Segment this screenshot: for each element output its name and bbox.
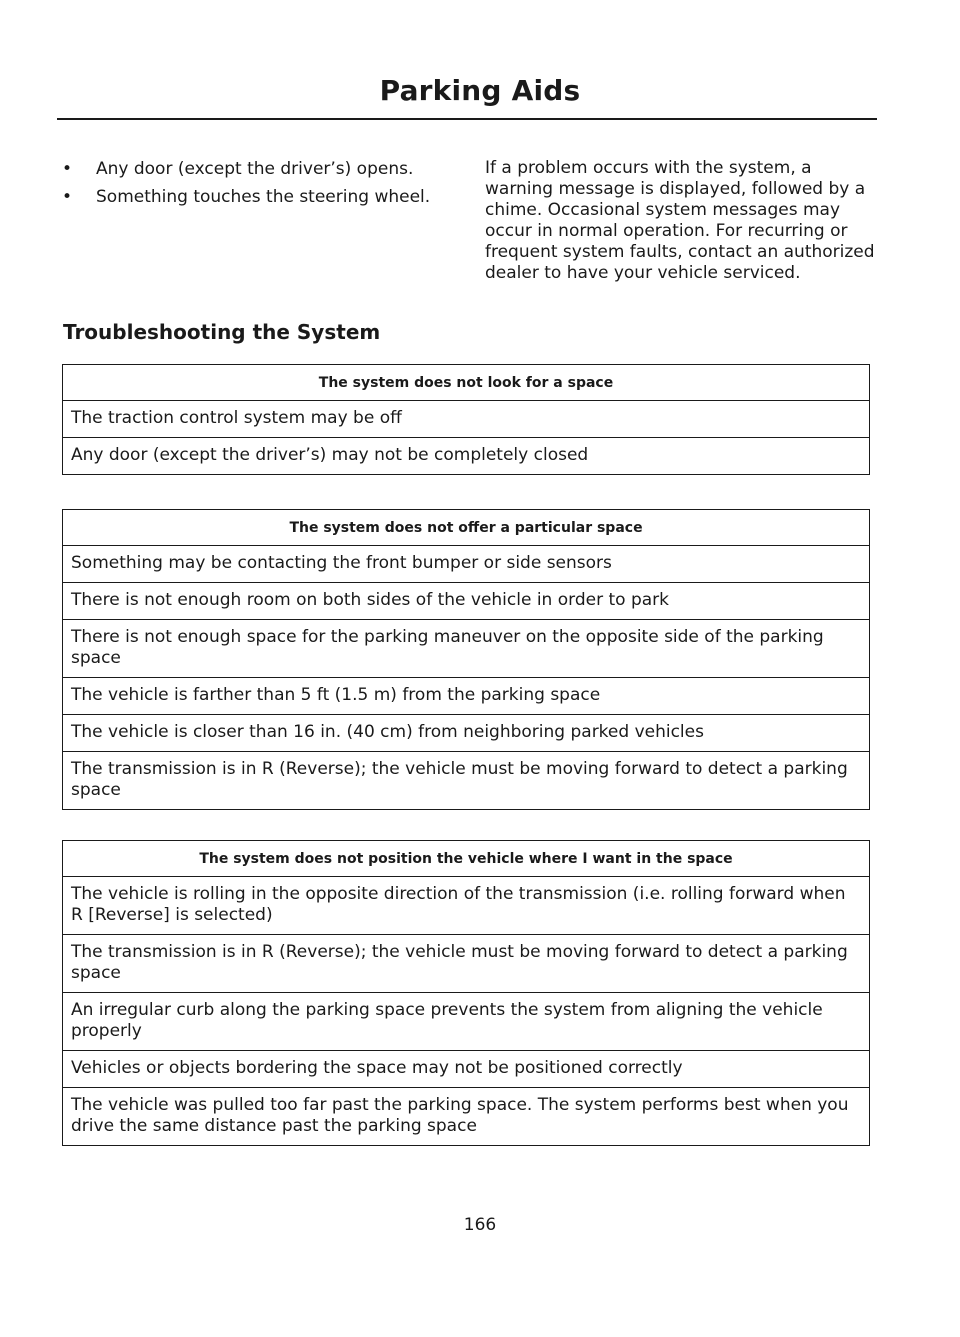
- table-cell: There is not enough space for the parking maneuver on the opposite side of the parking space: [63, 620, 870, 678]
- table-cell: The vehicle is closer than 16 in. (40 cm) from neighboring parked vehicles: [63, 715, 870, 752]
- page-title: Parking Aids: [379, 74, 581, 107]
- table-row: [63, 715, 870, 752]
- troubleshooting-table-no-offer: [62, 509, 870, 810]
- table-cell: The vehicle is rolling in the opposite direction of the transmission (i.e. rolling forward when R [Reverse] is selected): [63, 877, 870, 935]
- bullet-item: • Any door (except the driver’s) opens.: [62, 158, 457, 180]
- table-row: [63, 1051, 870, 1088]
- table-row: [63, 620, 870, 678]
- table-row: [63, 1088, 870, 1146]
- table-cell: The transmission is in R (Reverse); the vehicle must be moving forward to detect a parking space: [63, 935, 870, 993]
- table-row: [63, 583, 870, 620]
- page-number: 166: [463, 1215, 497, 1235]
- table-header: The system does not offer a particular space: [63, 510, 870, 546]
- bullet-item: • Something touches the steering wheel.: [62, 186, 457, 208]
- table-cell: The transmission is in R (Reverse); the vehicle must be moving forward to detect a parking space: [63, 752, 870, 810]
- troubleshooting-table-no-search: [62, 364, 870, 475]
- table-row: [63, 401, 870, 438]
- problem-paragraph: If a problem occurs with the system, a warning message is displayed, followed by a chime. Occasional system messages may occur in normal operation. For recurring or frequent system faults, contact an authorized dealer to have your vehicle serviced.: [485, 158, 875, 283]
- section-heading: Troubleshooting the System: [63, 320, 381, 344]
- table-row: [63, 877, 870, 935]
- troubleshooting-table-position: [62, 840, 870, 1146]
- table-cell: Vehicles or objects bordering the space may not be positioned correctly: [63, 1051, 870, 1088]
- table-cell: There is not enough room on both sides of the vehicle in order to park: [63, 583, 870, 620]
- table-cell: The traction control system may be off: [63, 401, 870, 438]
- table-header: The system does not look for a space: [63, 365, 870, 401]
- header-divider: [57, 118, 877, 120]
- table-row: [63, 678, 870, 715]
- table-cell: The vehicle is farther than 5 ft (1.5 m) from the parking space: [63, 678, 870, 715]
- table-cell: An irregular curb along the parking space prevents the system from aligning the vehicle properly: [63, 993, 870, 1051]
- bullet-list: [62, 158, 457, 214]
- table-row: [63, 935, 870, 993]
- table-cell: Something may be contacting the front bumper or side sensors: [63, 546, 870, 583]
- table-cell: Any door (except the driver’s) may not be completely closed: [63, 438, 870, 475]
- table-row: [63, 752, 870, 810]
- table-header: The system does not position the vehicle where I want in the space: [63, 841, 870, 877]
- table-cell: The vehicle was pulled too far past the parking space. The system performs best when you drive the same distance past the parking space: [63, 1088, 870, 1146]
- table-row: [63, 546, 870, 583]
- table-row: [63, 993, 870, 1051]
- table-row: [63, 438, 870, 475]
